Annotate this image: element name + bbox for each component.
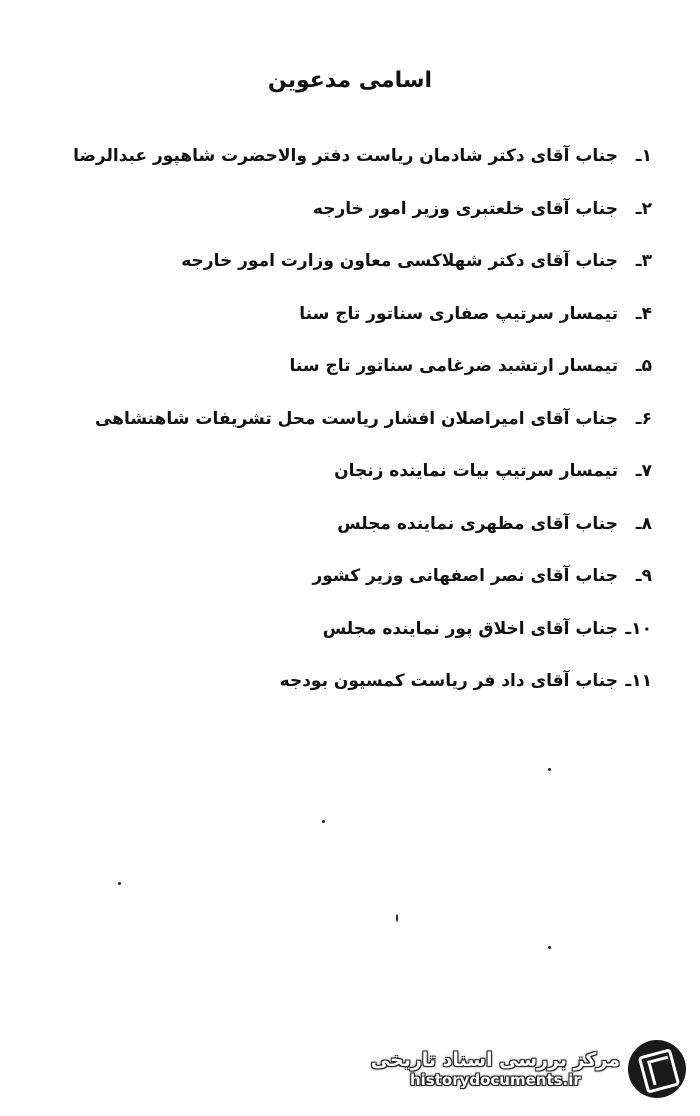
item-number: ۷ـ bbox=[635, 461, 652, 481]
item-text: جناب آقای اخلاق پور نماینده مجلس bbox=[322, 618, 618, 639]
item-number: ۵ـ bbox=[635, 356, 652, 376]
item-number: ۶ـ bbox=[635, 408, 652, 429]
list-item bbox=[32, 403, 652, 456]
item-number: ۸ـ bbox=[635, 513, 652, 534]
watermark-text bbox=[371, 1049, 620, 1089]
item-text: جناب آقای دکتر شهلاکسی معاون وزارت امور خارجه bbox=[181, 251, 618, 271]
scan-speck bbox=[548, 946, 551, 949]
item-number: ۱۱ـ bbox=[625, 671, 652, 691]
list-item bbox=[32, 455, 652, 508]
item-text: تیمسار ارتشبد ضرغامی سناتور تاج سنا bbox=[289, 356, 618, 376]
list-item bbox=[32, 508, 652, 561]
item-number: ۱ـ bbox=[635, 146, 652, 166]
item-number: ۳ـ bbox=[635, 251, 652, 271]
item-text: تیمسار سرتیپ صفاری سناتور تاج سنا bbox=[299, 303, 618, 324]
list-item bbox=[32, 665, 652, 718]
item-number: ۲ـ bbox=[635, 198, 652, 219]
item-number: ۴ـ bbox=[635, 303, 652, 324]
list-item bbox=[32, 560, 652, 613]
list-item bbox=[32, 140, 652, 193]
item-text: جناب آقای نصر اصفهانی وزیر کشور bbox=[312, 566, 618, 586]
list-item bbox=[32, 350, 652, 403]
item-text: جناب آقای دکتر شادمان ریاست دفتر والاحضرت شاهپور عبدالرضا bbox=[73, 146, 618, 166]
item-text: جناب آقای داد فر ریاست کمسیون بودجه bbox=[279, 671, 618, 691]
item-number: ۱۰ـ bbox=[625, 618, 652, 639]
item-number: ۹ـ bbox=[635, 566, 652, 586]
item-text: تیمسار سرتیپ بیات نماینده زنجان bbox=[334, 461, 618, 481]
scan-speck bbox=[548, 768, 551, 771]
watermark bbox=[371, 1032, 686, 1106]
list-item bbox=[32, 193, 652, 246]
list-item bbox=[32, 298, 652, 351]
list-item bbox=[32, 613, 652, 666]
guest-list bbox=[32, 140, 652, 718]
archive-logo-icon bbox=[628, 1040, 686, 1098]
watermark-url: historydocuments.ir bbox=[409, 1071, 581, 1089]
list-item bbox=[32, 245, 652, 298]
item-text: جناب آقای مظهری نماینده مجلس bbox=[337, 513, 618, 534]
scan-speck bbox=[396, 914, 398, 922]
watermark-title: مرکز بررسی اسناد تاریخی bbox=[370, 1049, 620, 1071]
scan-speck bbox=[118, 882, 121, 885]
item-text: جناب آقای امیراصلان افشار ریاست محل تشریفات شاهنشاهی bbox=[94, 408, 618, 429]
item-text: جناب آقای خلعتبری وزیر امور خارجه bbox=[312, 198, 618, 219]
scan-speck bbox=[322, 820, 325, 823]
document-title: اسامی مدعوین bbox=[267, 68, 433, 93]
